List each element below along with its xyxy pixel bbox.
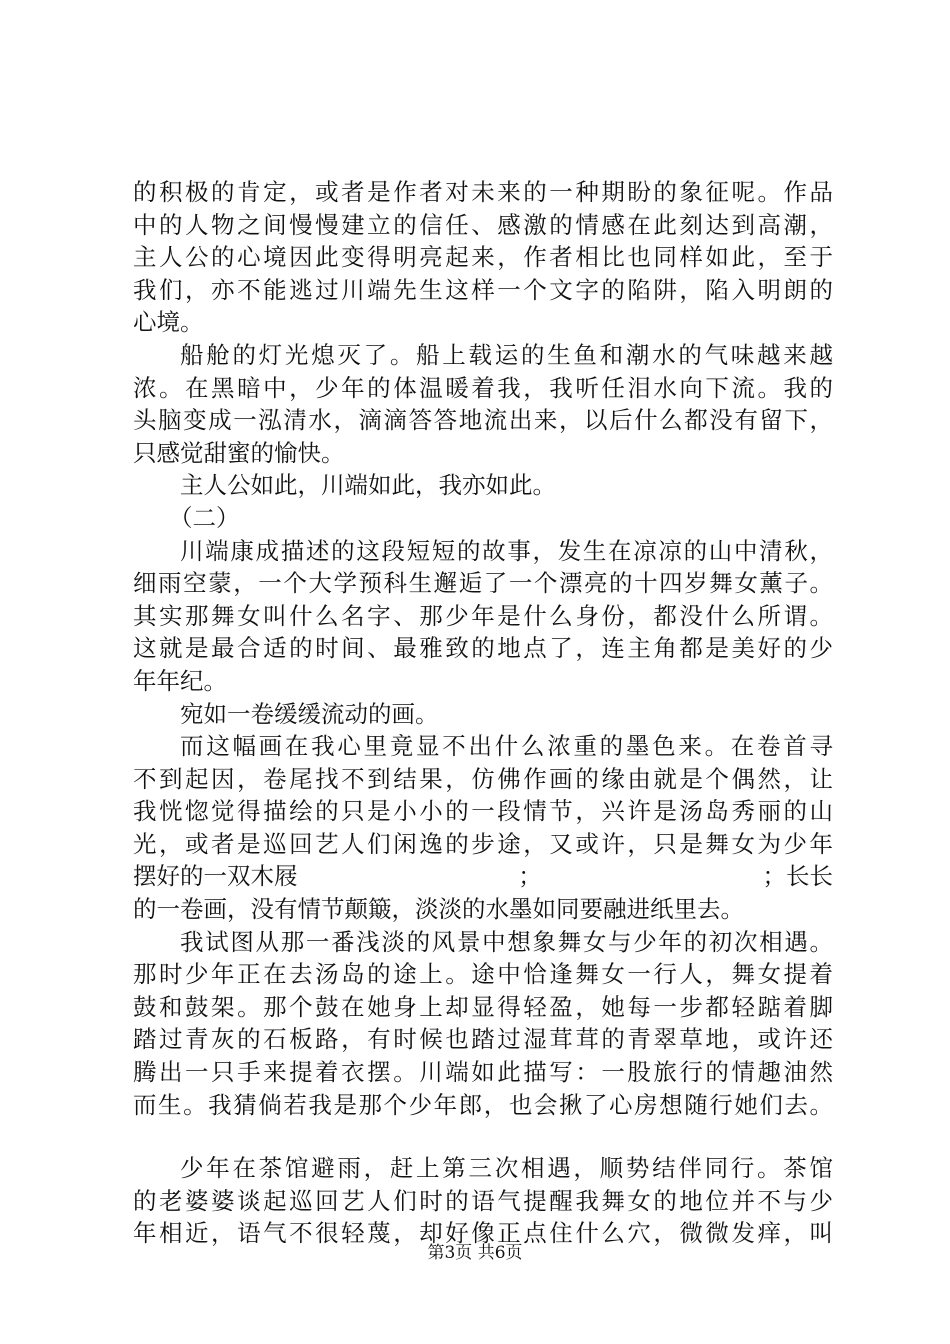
text-line: 头脑变成一泓清水，滴滴答答地流出来，以后什么都没有留下， [133, 406, 833, 435]
text-line: 的一卷画，没有情节颠簸，淡淡的水墨如同要融进纸里去。 [133, 895, 744, 924]
page-number: 第3页 共6页 [427, 1243, 523, 1263]
text-line: 年相近，语气不很轻蔑，却好像正点住什么穴，微微发痒，叫 [133, 1219, 833, 1248]
text-line: 这就是最合适的时间、最雅致的地点了，连主角都是美好的少 [133, 634, 833, 663]
text-line: 其实那舞女叫什么名字、那少年是什么身份，都没什么所谓。 [133, 601, 833, 630]
text-line: 主人公的心境因此变得明亮起来，作者相比也同样如此，至于 [133, 243, 833, 272]
text-line: 细雨空蒙，一个大学预科生邂逅了一个漂亮的十四岁舞女薰子。 [133, 569, 833, 598]
text-segment: ；长长 [762, 862, 833, 891]
text-line: 主人公如此，川端如此，我亦如此。 [180, 471, 556, 500]
text-line: 我们，亦不能逃过川端先生这样一个文字的陷阱，陷入明朗的 [133, 275, 833, 304]
section-heading: （二） [169, 503, 240, 532]
body-text [133, 176, 833, 1250]
text-line: 川端康成描述的这段短短的故事，发生在凉凉的山中清秋， [180, 536, 833, 565]
text-segment: 摆好的一双木屐 [133, 862, 298, 891]
text-line: 中的人物之间慢慢建立的信任、感激的情感在此刻达到高潮， [133, 210, 833, 239]
paragraph-gap [133, 1121, 833, 1152]
text-line: 踏过青灰的石板路，有时候也踏过湿茸茸的青翠草地，或许还 [133, 1025, 833, 1054]
text-line: 那时少年正在去汤岛的途上。途中恰逢舞女一行人，舞女提着 [133, 960, 833, 989]
text-line-split [133, 860, 833, 893]
text-line: 光，或者是巡回艺人们闲逸的步途，又或许，只是舞女为少年 [133, 829, 833, 858]
text-line: 的积极的肯定，或者是作者对未来的一种期盼的象征呢。作品 [133, 178, 833, 206]
text-line: 只感觉甜蜜的愉快。 [133, 438, 345, 467]
text-line: 船舱的灯光熄灭了。船上载运的生鱼和潮水的气味越来越 [180, 340, 833, 369]
text-line: 宛如一卷缓缓流动的画。 [180, 699, 439, 728]
text-line: 的老婆婆谈起巡回艺人们时的语气提醒我舞女的地位并不与少 [133, 1186, 833, 1215]
text-line: 而这幅画在我心里竟显不出什么浓重的墨色来。在卷首寻 [180, 732, 833, 761]
text-line: 我恍惚觉得描绘的只是小小的一段情节，兴许是汤岛秀丽的山 [133, 797, 833, 826]
text-line: 我试图从那一番浅淡的风景中想象舞女与少年的初次相遇。 [180, 927, 833, 956]
text-segment: ； [518, 862, 542, 891]
text-line: 浓。在黑暗中，少年的体温暖着我，我听任泪水向下流。我的 [133, 373, 833, 402]
text-line: 年年纪。 [133, 666, 227, 695]
text-line: 腾出一只手来提着衣摆。川端如此描写：一股旅行的情趣油然 [133, 1058, 833, 1087]
text-line: 不到起因，卷尾找不到结果，仿佛作画的缘由就是个偶然，让 [133, 764, 833, 793]
text-line: 而生。我猜倘若我是那个少年郎，也会揪了心房想随行她们去。 [133, 1090, 833, 1119]
text-line: 鼓和鼓架。那个鼓在她身上却显得轻盈，她每一步都轻踮着脚 [133, 992, 833, 1021]
text-line: 少年在茶馆避雨，赶上第三次相遇，顺势结伴同行。茶馆 [180, 1154, 833, 1183]
text-line: 心境。 [133, 308, 204, 337]
